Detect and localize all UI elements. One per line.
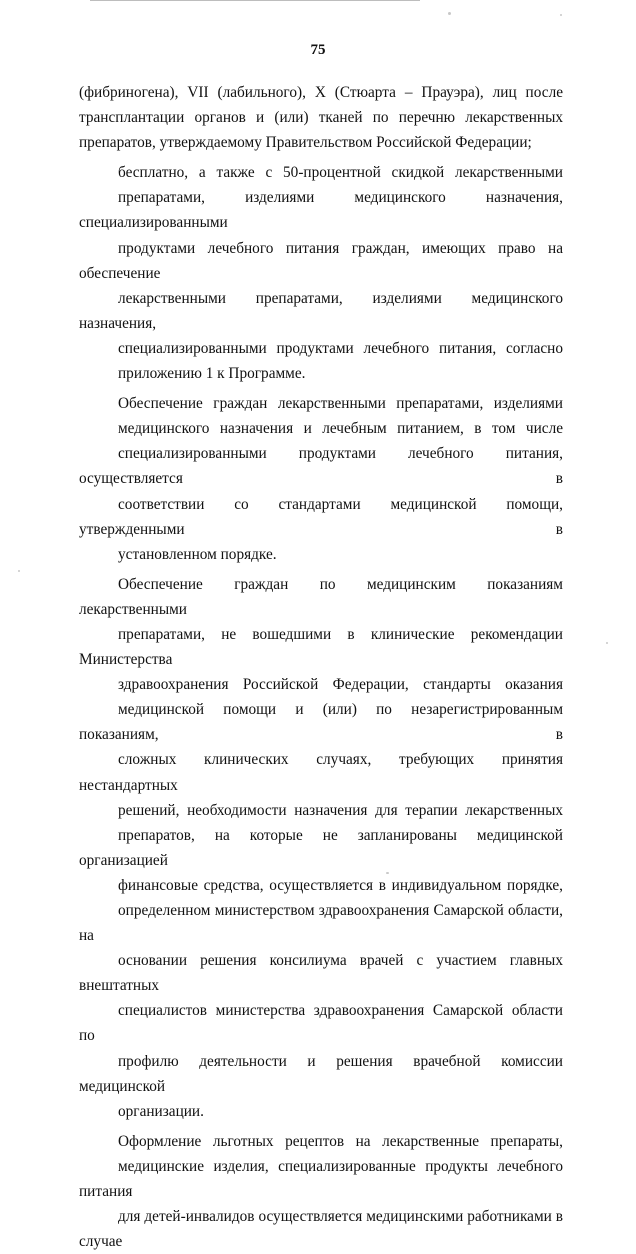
text-line: Оформление льготных рецептов на лекарственные препараты,: [118, 1132, 563, 1150]
scan-speck: [606, 642, 608, 644]
paragraph: [79, 1129, 563, 1254]
text-line: медицинского назначения и лечебным питанием, в том числе: [118, 420, 563, 438]
paragraph: [79, 80, 563, 155]
paragraph: [79, 160, 563, 386]
text-line: определенном министерством здравоохранения Самарской области, на: [79, 902, 563, 945]
text-line: медицинские изделия, специализированные продукты лечебного питания: [79, 1157, 563, 1201]
text-line: специализированными продуктами лечебного питания, согласно: [118, 339, 563, 357]
text-line: финансовые средства, осуществляется в индивидуальном порядке,: [118, 876, 563, 894]
text-line: здравоохранения Российской Федерации, стандарты оказания: [118, 676, 563, 694]
scan-artifact-line: [90, 0, 420, 1]
text-line: препаратов, утверждаемому Правительством Российской Федерации;: [79, 134, 532, 152]
text-line: сложных клинических случаях, требующих принятия нестандартных: [79, 751, 563, 794]
text-line: препаратами, не вошедшими в клинические рекомендации Министерства: [79, 625, 563, 669]
text-line: препаратов, на которые не запланированы медицинской организацией: [79, 826, 563, 869]
paragraph: [79, 391, 563, 567]
text-line: приложению 1 к Программе.: [118, 365, 306, 383]
scan-speck: [448, 12, 451, 15]
text-line: решений, необходимости назначения для терапии лекарственных: [118, 801, 563, 819]
text-line: основании решения консилиума врачей с участием главных внештатных: [79, 952, 563, 995]
text-line: (фибриногена), VII (лабильного), X (Стюарта – Прауэра), лиц после: [79, 84, 563, 101]
text-line: медицинской помощи и (или) по незарегистрированным показаниям, в: [79, 701, 563, 744]
text-line: Обеспечение граждан лекарственными препаратами, изделиями: [118, 395, 563, 413]
document-body: [79, 80, 563, 1254]
text-line: препаратами, изделиями медицинского назначения, специализированными: [79, 189, 563, 232]
paragraph: [79, 572, 563, 1124]
text-line: Обеспечение граждан по медицинским показаниям лекарственными: [79, 575, 563, 618]
page-number: 75: [310, 42, 326, 58]
text-line: организации.: [118, 1102, 204, 1120]
text-line: лекарственными препаратами, изделиями медицинского назначения,: [79, 289, 563, 332]
text-line: профилю деятельности и решения врачебной комиссии медицинской: [79, 1052, 563, 1095]
text-line: специализированными продуктами лечебного питания, осуществляется в: [79, 445, 563, 488]
scan-speck: [560, 14, 562, 16]
text-line: бесплатно, а также с 50-процентной скидкой лекарственными: [118, 164, 563, 182]
text-line: установленном порядке.: [118, 545, 277, 563]
text-line: соответствии со стандартами медицинской помощи, утвержденными в: [79, 495, 563, 538]
text-line: продуктами лечебного питания граждан, имеющих право на обеспечение: [79, 239, 563, 282]
scan-speck: [18, 570, 20, 572]
text-line: для детей-инвалидов осуществляется медицинскими работниками в случае: [79, 1208, 563, 1251]
text-line: трансплантации органов и (или) тканей по перечню лекарственных: [79, 109, 563, 127]
text-line: специалистов министерства здравоохранения Самарской области по: [79, 1002, 563, 1045]
